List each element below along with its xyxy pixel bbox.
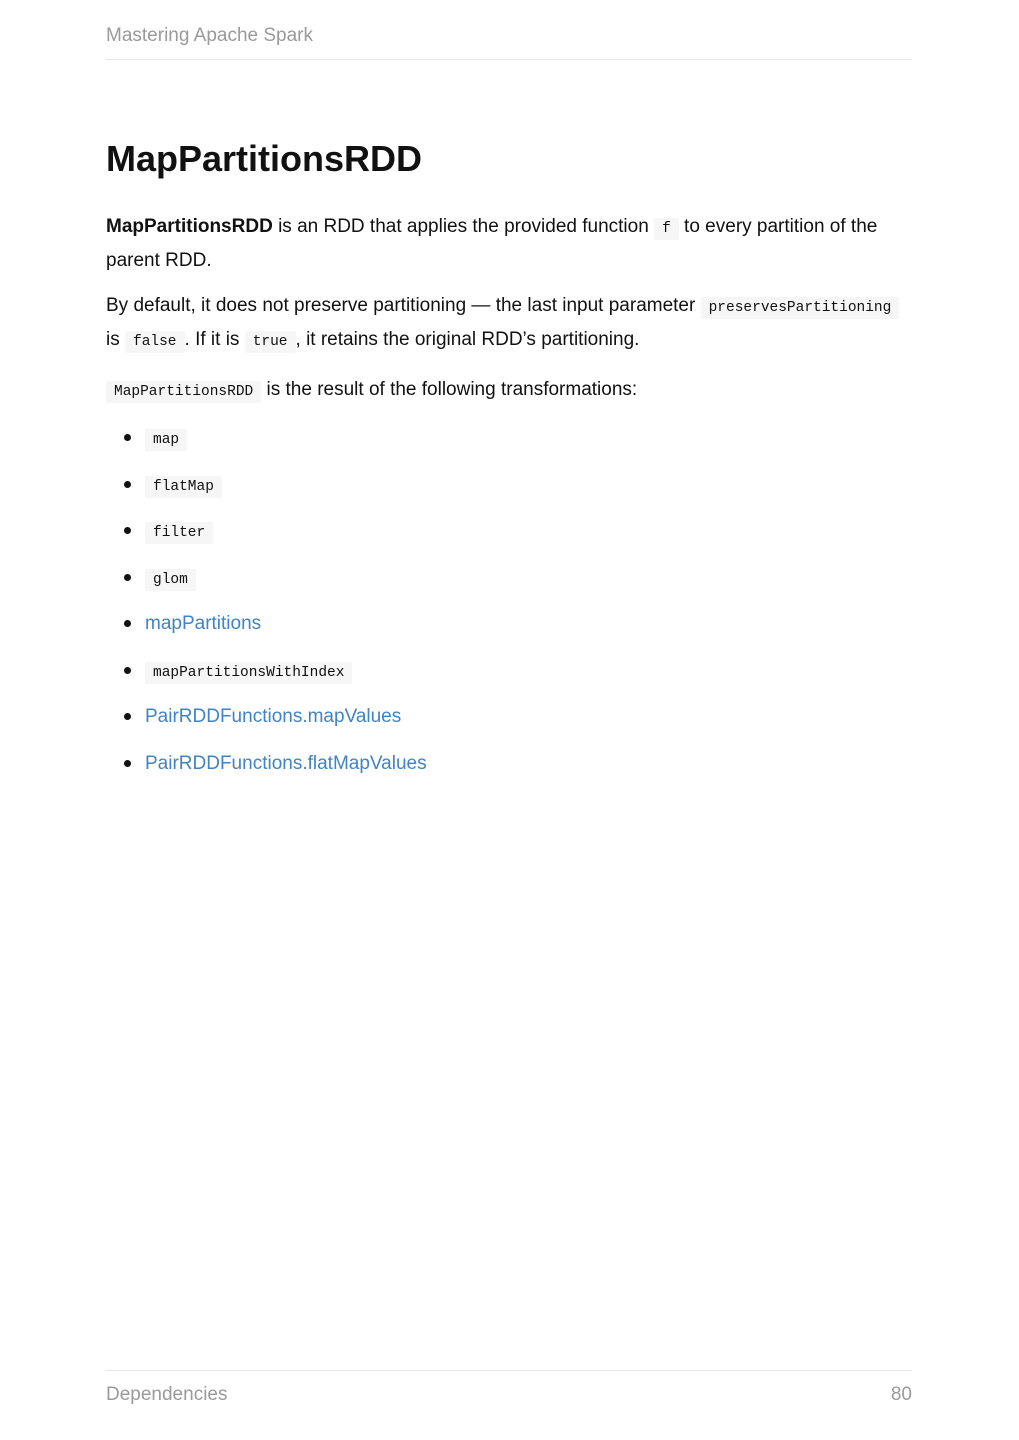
intro-paragraph xyxy=(106,211,912,276)
partitioning-text-b: is xyxy=(106,329,125,350)
transformations-intro-text: is the result of the following transformations: xyxy=(261,379,638,400)
bullet-icon xyxy=(124,760,131,767)
page-content xyxy=(106,138,912,794)
list-item xyxy=(106,515,912,562)
transformations-intro xyxy=(106,374,912,408)
partitioning-text-d: , it retains the original RDD’s partitioning. xyxy=(295,329,640,350)
partitioning-text-c: . If it is xyxy=(184,329,245,350)
map-values-link[interactable]: PairRDDFunctions.mapValues xyxy=(145,706,402,727)
chapter-name: Dependencies xyxy=(106,1384,228,1405)
transformation-code: glom xyxy=(145,569,196,591)
list-item xyxy=(106,748,912,795)
partitioning-paragraph xyxy=(106,290,912,358)
bullet-icon xyxy=(124,574,131,581)
transformation-code: map xyxy=(145,429,187,451)
list-item xyxy=(106,655,912,702)
list-item xyxy=(106,701,912,748)
transformation-code: flatMap xyxy=(145,476,222,498)
list-item xyxy=(106,469,912,516)
intro-text-a: is an RDD that applies the provided function xyxy=(272,216,655,237)
flat-map-values-link[interactable]: PairRDDFunctions.flatMapValues xyxy=(145,752,427,774)
inline-code-false: false xyxy=(125,331,185,353)
bullet-icon xyxy=(124,667,131,674)
transformations-list xyxy=(106,422,912,794)
partitioning-text-a: By default, it does not preserve partitioning — the last input parameter xyxy=(106,295,701,316)
intro-text-b: to every partition of the parent RDD. xyxy=(106,216,878,271)
inline-code-preserves-partitioning: preservesPartitioning xyxy=(701,297,900,319)
bullet-icon xyxy=(124,527,131,534)
inline-code-f: f xyxy=(654,218,679,240)
page-number: 80 xyxy=(890,1384,912,1405)
page-title: MapPartitionsRDD xyxy=(106,138,423,179)
list-item xyxy=(106,562,912,609)
page-header xyxy=(106,22,912,60)
list-item xyxy=(106,608,912,655)
map-partitions-link[interactable]: mapPartitions xyxy=(145,613,262,634)
transformation-code: mapPartitionsWithIndex xyxy=(145,662,352,684)
term-bold: MapPartitionsRDD xyxy=(106,216,273,237)
page-footer xyxy=(106,1370,912,1410)
bullet-icon xyxy=(124,713,131,720)
transformation-code: filter xyxy=(145,522,213,544)
inline-code-class-name: MapPartitionsRDD xyxy=(106,381,261,403)
inline-code-true: true xyxy=(245,331,296,353)
bullet-icon xyxy=(124,620,131,627)
list-item xyxy=(106,422,912,469)
bullet-icon xyxy=(124,481,131,488)
book-title: Mastering Apache Spark xyxy=(106,25,314,46)
bullet-icon xyxy=(124,434,131,441)
